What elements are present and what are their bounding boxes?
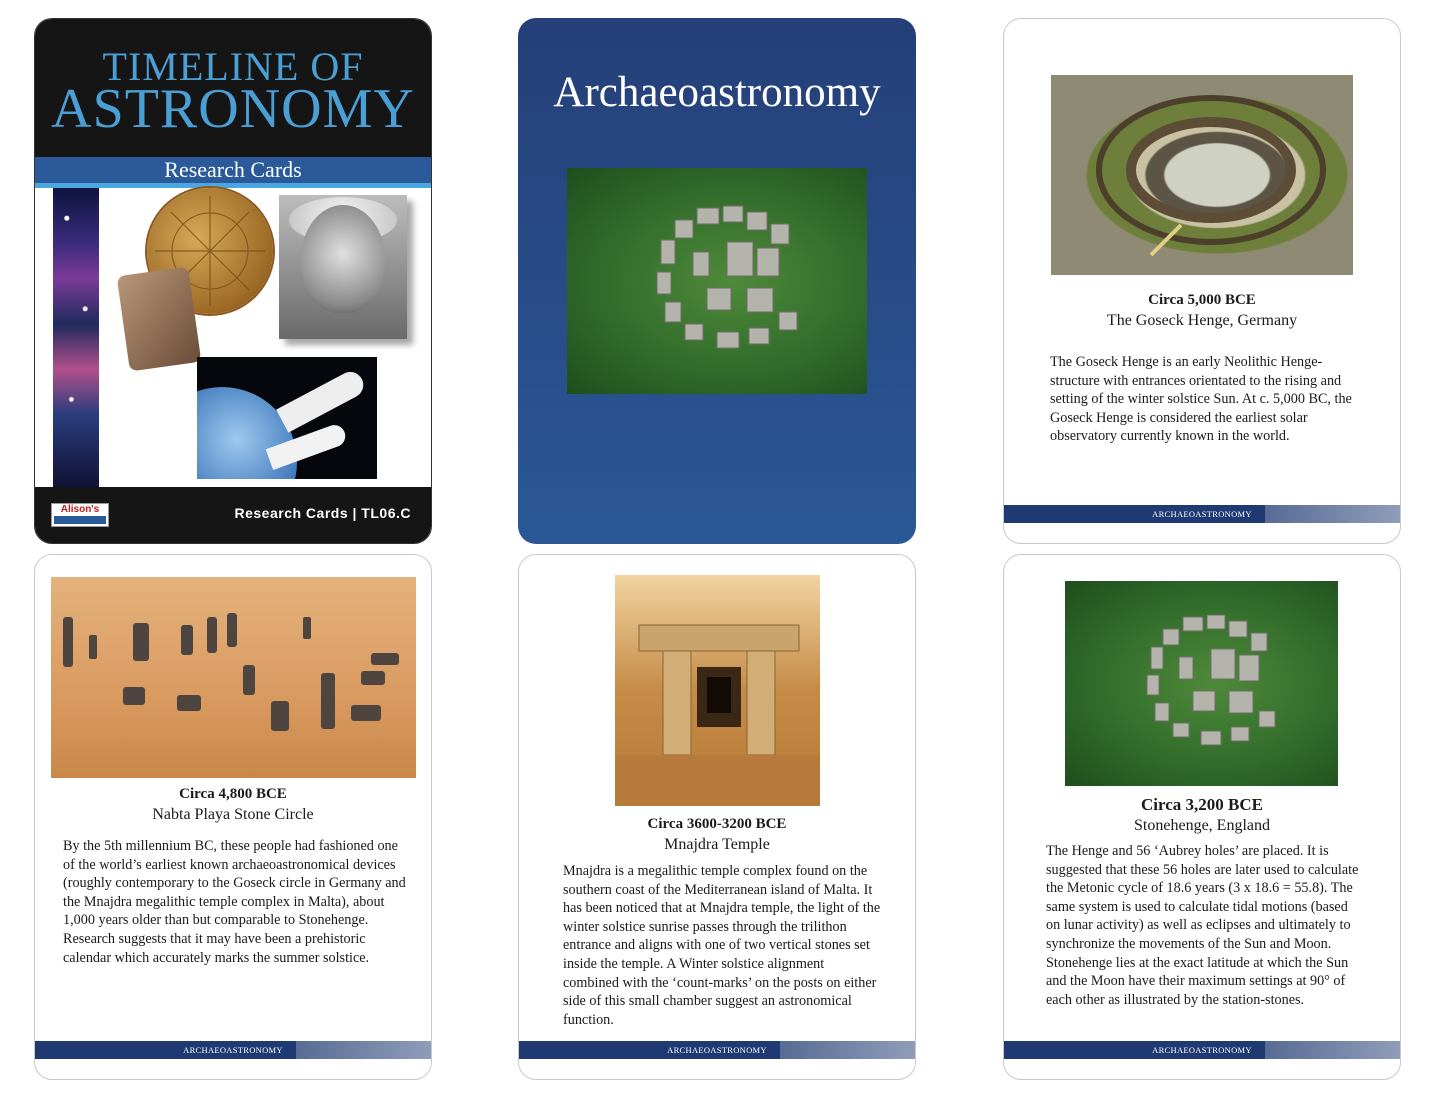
goseck-henge-image xyxy=(1051,75,1353,275)
cover-header xyxy=(35,19,431,157)
card-footer-label: ARCHAEOASTRONOMY xyxy=(1152,1045,1252,1055)
cover-title-line2: ASTRONOMY xyxy=(51,78,415,140)
card-mnajdra-temple xyxy=(518,554,916,1080)
card-footer-bar xyxy=(1004,1041,1400,1059)
card-stonehenge xyxy=(1003,554,1401,1080)
card-place: Stonehenge, England xyxy=(1134,817,1270,834)
card-description: By the 5th millennium BC, these people had fashioned one of the world’s earliest known archaeoastronomical devices (roughly contemporary to the Goseck circle in Germany and the Mnajdra megalithic temple complex in Malta), about 1,000 years older than but comparable to Stonehenge. Research suggests that it may have been a prehistoric calendar which accurately marks the summer solstice. xyxy=(63,838,406,966)
card-footer-label: ARCHAEOASTRONOMY xyxy=(183,1045,283,1055)
stonehenge-image xyxy=(1065,581,1338,786)
cover-title-line1: TIMELINE OF xyxy=(102,44,364,89)
galaxy-image xyxy=(53,188,99,490)
brand-logo-bar xyxy=(54,516,106,524)
cuneiform-tablet-image xyxy=(117,266,202,371)
card-goseck-henge xyxy=(1003,18,1401,544)
title-card xyxy=(518,18,916,544)
card-place: Mnajdra Temple xyxy=(664,836,770,853)
card-footer-bar xyxy=(35,1041,431,1059)
shuttle-shape xyxy=(276,367,368,432)
card-footer-label: ARCHAEOASTRONOMY xyxy=(667,1045,767,1055)
card-footer-bar xyxy=(519,1041,915,1059)
card-description: The Henge and 56 ‘Aubrey holes’ are placed. It is suggested that these 56 holes are later used to calculate the Metonic cycle of 18.6 years (3 x 18.6 = 55.8). The same system is used to calculate tidal motions (based on lunar activity) as well as eclipses and ultimately to synchronize the movements of the Sun and Moon. Stonehenge lies at the exact latitude at which the Sun and the Moon have their maximum settings at 90° of each other as illustrated by the station-stones. xyxy=(1046,843,1359,1008)
brand-logo-text: Alison's xyxy=(60,504,100,515)
card-place: The Goseck Henge, Germany xyxy=(1106,312,1298,329)
mnajdra-temple-image xyxy=(615,575,820,806)
card-footer-label: ARCHAEOASTRONOMY xyxy=(1152,509,1252,519)
space-shuttle-image xyxy=(197,357,377,479)
card-date: Circa 5,000 BCE xyxy=(1148,292,1256,308)
card-footer-bar xyxy=(1004,505,1400,523)
title-card-heading: Archaeoastronomy xyxy=(553,69,881,116)
cover-footer-label: Research Cards | TL06.C xyxy=(234,505,411,521)
card-nabta-playa xyxy=(34,554,432,1080)
card-date: Circa 3600-3200 BCE xyxy=(647,816,787,832)
cover-band xyxy=(35,157,431,183)
nabta-playa-image xyxy=(51,577,416,778)
brand-logo xyxy=(51,503,109,527)
card-place: Nabta Playa Stone Circle xyxy=(152,806,314,823)
card-description: The Goseck Henge is an early Neolithic Henge-structure with entrances orientated to the rising and setting of the winter solstice Sun. At c. 5,000 BC, the Goseck Henge is considered the earliest solar observatory currently known in the world. xyxy=(1050,354,1352,445)
portrait-photo xyxy=(279,195,407,339)
cover-card xyxy=(34,18,432,544)
portrait-face xyxy=(301,205,385,313)
card-date: Circa 4,800 BCE xyxy=(179,786,287,802)
stonehenge-aerial-image xyxy=(567,168,867,394)
cover-band-label: Research Cards xyxy=(164,157,302,182)
cover-footer xyxy=(35,487,431,543)
card-description: Mnajdra is a megalithic temple complex found on the southern coast of the Mediterranean island of Malta. It has been noticed that at Mnajdra temple, the light of the winter solstice sunrise passes through the trilithon entrance and aligns with one of two vertical stones set inside the temple. A Winter solstice alignment combined with the ‘count-marks’ on the posts on either side of this small chamber suggest an astronomical function. xyxy=(563,863,881,1028)
card-date: Circa 3,200 BCE xyxy=(1141,795,1263,814)
